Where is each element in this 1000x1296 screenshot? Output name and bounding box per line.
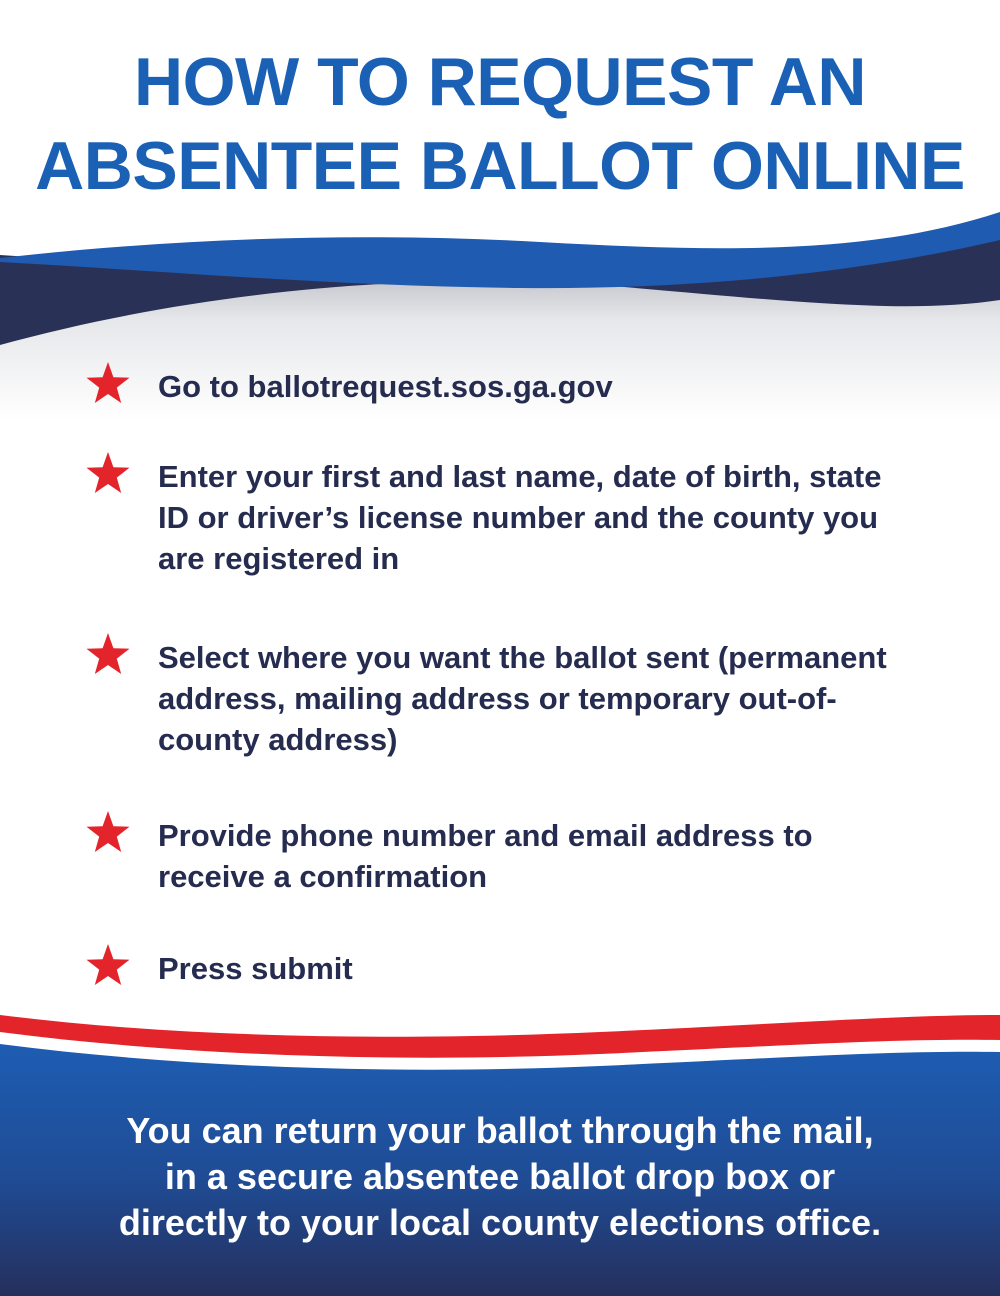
step-text: Go to ballotrequest.sos.ga.gov [158,369,613,404]
step-text: Provide phone number and email address to receive a confirmation [158,818,813,894]
star-icon [84,450,132,498]
title-line-2: ABSENTEE BALLOT ONLINE [35,128,965,204]
step-text: Enter your first and last name, date of birth, state ID or driver’s license number and the county you are registered in [158,459,882,576]
star-icon [84,631,132,679]
footer-line-2: in a secure absentee ballot drop box or [164,1156,836,1197]
step-text: Press submit [158,951,353,986]
star-icon [84,809,132,857]
step-text: Select where you want the ballot sent (permanent address, mailing address or temporary out-of-county address) [158,640,887,757]
star-icon [84,942,132,990]
title-line-1: HOW TO REQUEST AN [134,44,866,120]
star-icon [84,360,132,408]
footer-line-3: directly to your local county elections office. [118,1202,882,1243]
footer-line-1: You can return your ballot through the mail, [126,1110,874,1151]
footer-note [0,1108,1000,1246]
